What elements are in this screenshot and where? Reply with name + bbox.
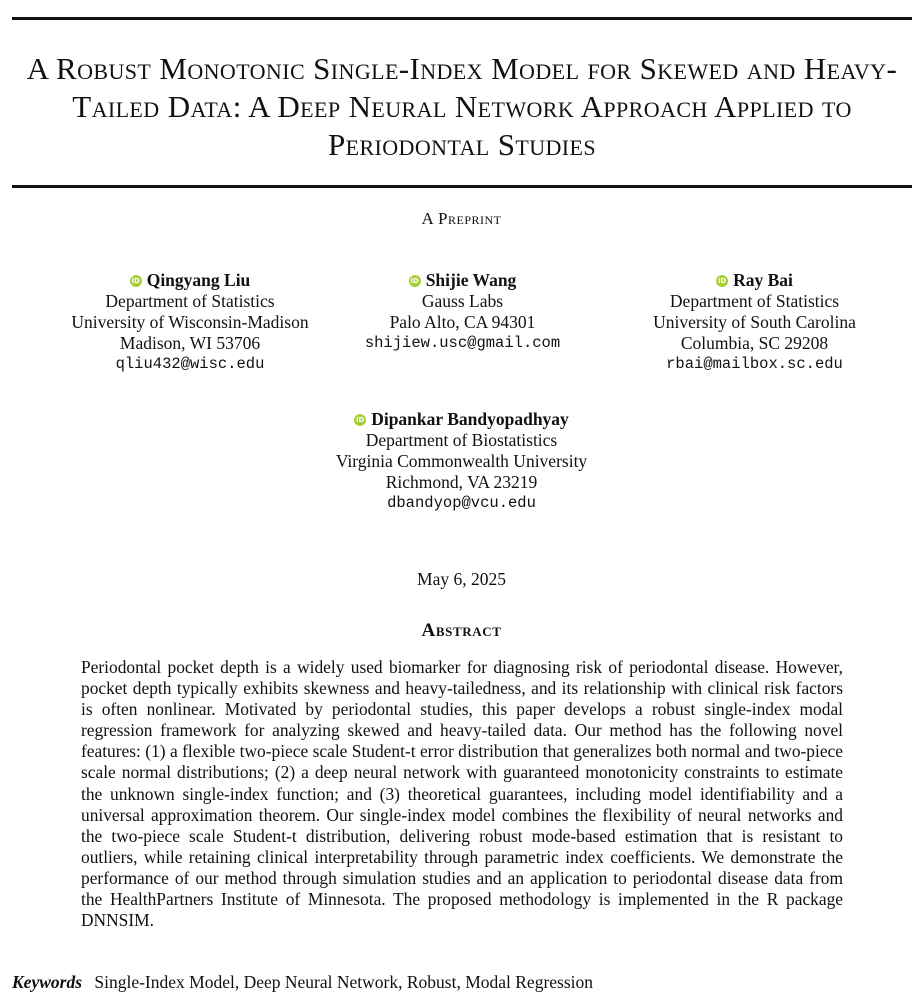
preprint-label: A Preprint <box>421 209 502 228</box>
keywords-list: Single-Index Model, Deep Neural Network, Robust, Modal Regression <box>94 972 594 992</box>
author-block <box>612 270 897 375</box>
author-name: Dipankar Bandyopadhyay <box>371 409 569 429</box>
paper-title: A Robust Monotonic Single-Index Model for Skewed and Heavy-Tailed Data: A Deep Neural Network Approach Applied to Periodontal Studies <box>26 51 898 162</box>
author-institution: University of Wisconsin-Madison <box>71 312 309 332</box>
author-name: Qingyang Liu <box>146 270 251 290</box>
author-department: Department of Statistics <box>669 291 840 311</box>
author-institution: Palo Alto, CA 94301 <box>389 312 536 332</box>
orcid-icon[interactable]: iD <box>356 415 365 424</box>
author-location: Madison, WI 53706 <box>119 333 261 353</box>
author-email[interactable]: shijiew.usc@gmail.com <box>364 334 561 352</box>
orcid-icon[interactable]: iD <box>131 276 140 285</box>
author-block <box>330 270 595 354</box>
author-location: Richmond, VA 23219 <box>385 472 538 492</box>
abstract-heading: Abstract <box>421 620 502 641</box>
author-name: Ray Bai <box>733 270 793 290</box>
author-name: Shijie Wang <box>425 270 517 290</box>
orcid-icon[interactable]: iD <box>717 276 727 285</box>
author-department: Gauss Labs <box>421 291 504 311</box>
publication-date: May 6, 2025 <box>417 569 506 589</box>
orcid-icon[interactable]: iD <box>410 276 419 285</box>
author-email[interactable]: qliu432@wisc.edu <box>115 355 265 373</box>
author-email[interactable]: dbandyop@vcu.edu <box>387 494 536 512</box>
author-block <box>300 409 623 514</box>
keywords-label: Keywords <box>12 972 82 992</box>
author-institution: Virginia Commonwealth University <box>335 451 588 471</box>
title-bottom-rule <box>12 185 912 188</box>
author-institution: University of South Carolina <box>653 312 856 332</box>
author-department: Department of Statistics <box>105 291 275 311</box>
keywords-line <box>12 972 912 993</box>
title-top-rule <box>12 17 912 20</box>
abstract-body: Periodontal pocket depth is a widely used biomarker for diagnosing risk of periodontal disease. However, pocket depth typically exhibits skewness and heavy-tailedness, and its relationship with clinical risk factors is often nonlinear. Motivated by periodontal studies, this paper develops a robust single-index modal regression framework for analyzing skewed and heavy-tailed data. Our method has the following novel features: (1) a flexible two-piece scale Student-t error distribution that generalizes both normal and two-piece scale normal distributions; (2) a deep neural network with guaranteed monotonicity constraints to estimate the unknown single-index function; and (3) theoretical guarantees, including model identifiability and a universal approximation theorem. Our single-index model combines the flexibility of neural networks and the two-piece scale Student-t distribution, delivering robust mode-based estimation that is resistant to outliers, while retaining clinical interpretability through parametric index coefficients. We demonstrate the performance of our method through simulation studies and an application to periodontal disease data from the HealthPartners Institute of Minnesota. The proposed methodology is implemented in the R package DNNSIM. <box>81 657 843 931</box>
author-block <box>40 270 340 375</box>
author-location: Columbia, SC 29208 <box>680 333 829 353</box>
author-department: Department of Biostatistics <box>365 430 558 450</box>
author-email[interactable]: rbai@mailbox.sc.edu <box>666 355 843 373</box>
